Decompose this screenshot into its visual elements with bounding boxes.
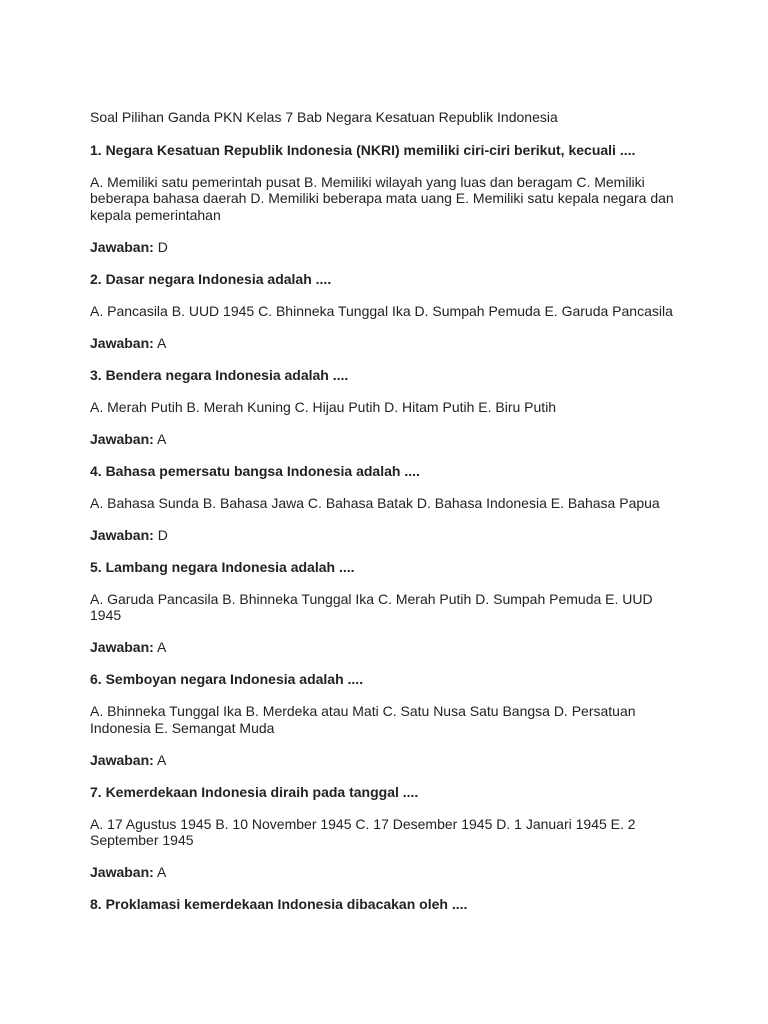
options-6: A. Bhinneka Tunggal Ika B. Merdeka atau Mati C. Satu Nusa Satu Bangsa D. Persatuan Indonesia E. Semangat Muda: [90, 703, 636, 736]
answer-value: A: [156, 430, 167, 447]
answer-3: [90, 431, 680, 448]
answer-label: Jawaban:: [90, 864, 154, 880]
question-4: 4. Bahasa pemersatu bangsa Indonesia adalah ....: [90, 462, 420, 479]
answer-label: Jawaban:: [90, 238, 154, 255]
question-1: 1. Negara Kesatuan Republik Indonesia (NKRI) memiliki ciri-ciri berikut, kecuali ....: [90, 141, 636, 158]
document-page: [90, 109, 680, 928]
options-1: A. Memiliki satu pemerintah pusat B. Memiliki wilayah yang luas dan beragam C. Memiliki beberapa bahasa daerah D. Memiliki beberapa mata uang E. Memiliki satu kepala negara dan kepala pemerintahan: [90, 173, 674, 223]
options-2: A. Pancasila B. UUD 1945 C. Bhinneka Tunggal Ika D. Sumpah Pemuda E. Garuda Pancasila: [90, 302, 673, 319]
answer-value: A: [156, 864, 167, 880]
answer-5: [90, 639, 680, 656]
answer-1: [90, 239, 680, 256]
answer-4: [90, 527, 680, 544]
question-6: 6. Semboyan negara Indonesia adalah ....: [90, 671, 364, 687]
answer-label: Jawaban:: [90, 430, 154, 447]
options-4: A. Bahasa Sunda B. Bahasa Jawa C. Bahasa Batak D. Bahasa Indonesia E. Bahasa Papua: [90, 494, 660, 511]
answer-label: Jawaban:: [90, 751, 154, 768]
answer-value: A: [156, 334, 167, 351]
answer-7: [90, 864, 680, 881]
question-8: 8. Proklamasi kemerdekaan Indonesia dibacakan oleh ....: [90, 896, 468, 912]
options-5: A. Garuda Pancasila B. Bhinneka Tunggal Ika C. Merah Putih D. Sumpah Pemuda E. UUD 1945: [90, 590, 653, 623]
options-3: A. Merah Putih B. Merah Kuning C. Hijau Putih D. Hitam Putih E. Biru Putih: [90, 398, 557, 415]
question-5: 5. Lambang negara Indonesia adalah ....: [90, 558, 355, 575]
answer-label: Jawaban:: [90, 526, 154, 543]
answer-value: D: [157, 526, 168, 543]
answer-2: [90, 335, 680, 352]
answer-value: A: [156, 751, 167, 768]
document-title: Soal Pilihan Ganda PKN Kelas 7 Bab Negara Kesatuan Republik Indonesia: [90, 109, 558, 125]
answer-value: D: [157, 238, 168, 255]
answer-6: [90, 752, 680, 769]
question-3: 3. Bendera negara Indonesia adalah ....: [90, 366, 349, 383]
answer-value: A: [156, 639, 167, 655]
question-2: 2. Dasar negara Indonesia adalah ....: [90, 270, 332, 287]
options-7: A. 17 Agustus 1945 B. 10 November 1945 C. 17 Desember 1945 D. 1 Januari 1945 E. 2 September 1945: [90, 815, 636, 848]
question-7: 7. Kemerdekaan Indonesia diraih pada tanggal ....: [90, 783, 419, 800]
answer-label: Jawaban:: [90, 639, 154, 655]
answer-label: Jawaban:: [90, 334, 154, 351]
